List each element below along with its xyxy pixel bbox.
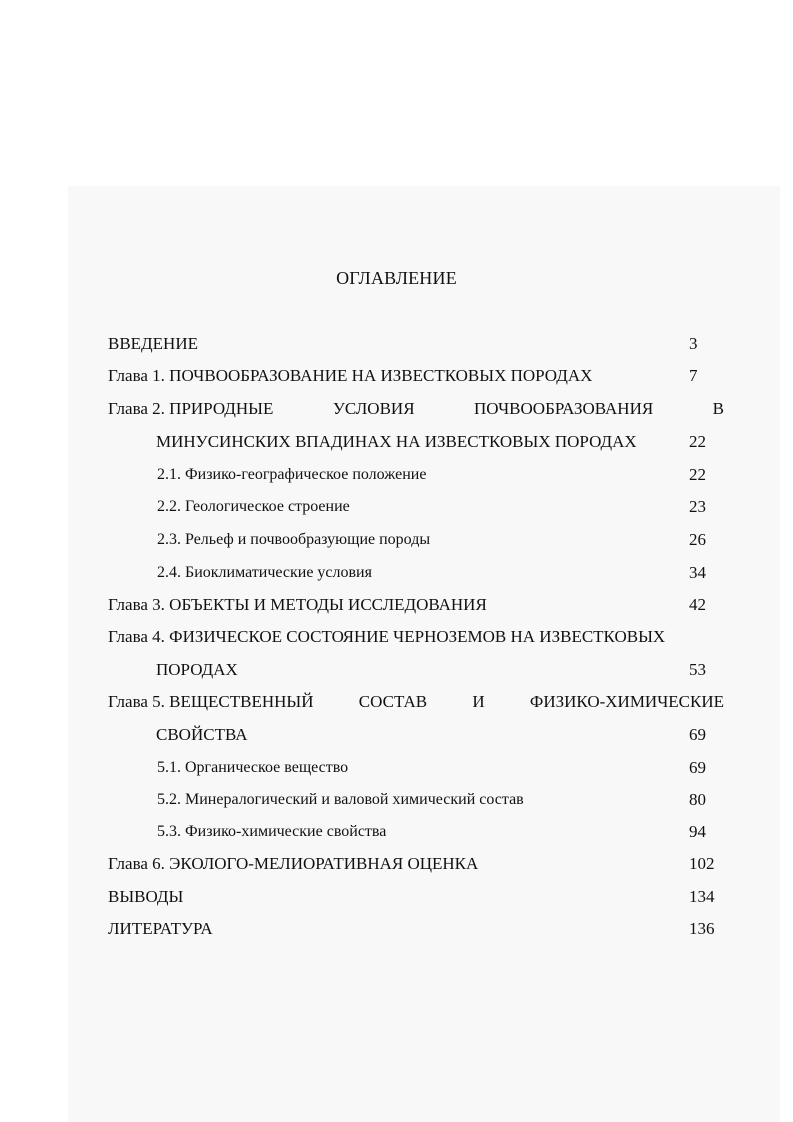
toc-page-number: 69 (689, 758, 706, 777)
toc-entry-conclusions: ВЫВОДЫ (108, 887, 184, 906)
toc-page-number: 3 (689, 334, 698, 353)
toc-entry-word: ПОЧВООБРАЗОВАНИЯ (474, 399, 654, 418)
toc-page-number: 134 (689, 887, 715, 906)
toc-entry-word: ФИЗИКО-ХИМИЧЕСКИЕ (529, 692, 724, 711)
toc-page-number: 22 (689, 432, 706, 451)
toc-entry-section-2-1: 2.1. Физико-географическое положение (157, 466, 427, 483)
toc-entry-section-5-1: 5.1. Органическое вещество (157, 759, 349, 776)
toc-entry-chapter-2 (108, 398, 724, 420)
toc-entry-chapter-5 (108, 691, 724, 713)
toc-page-number: 42 (689, 595, 706, 614)
toc-page-number: 23 (689, 497, 706, 516)
scanned-page-area (68, 186, 780, 1122)
toc-entry-word: УСЛОВИЯ (332, 399, 415, 418)
toc-entry-section-2-4: 2.4. Биоклиматические условия (157, 564, 372, 581)
toc-page-number: 80 (689, 790, 706, 809)
toc-page-number: 102 (689, 854, 715, 873)
toc-page-number: 136 (689, 919, 715, 938)
toc-entry-section-2-3: 2.3. Рельеф и почвообразующие породы (157, 531, 431, 548)
toc-page-number: 7 (689, 366, 698, 385)
toc-entry-word: И (472, 692, 485, 711)
toc-page-number: 34 (689, 563, 706, 582)
toc-page-number: 53 (689, 660, 706, 679)
toc-entry-chapter-4-continuation: ПОРОДАХ (156, 660, 238, 679)
toc-entry-word: СОСТАВ (358, 692, 428, 711)
toc-entry-chapter-2-continuation: МИНУСИНСКИХ ВПАДИНАХ НА ИЗВЕСТКОВЫХ ПОРОДАХ (156, 432, 637, 451)
toc-entry-word: Глава 5. ВЕЩЕСТВЕННЫЙ (108, 692, 314, 711)
toc-page-number: 22 (689, 465, 706, 484)
toc-entry-section-5-3: 5.3. Физико-химические свойства (157, 823, 387, 840)
toc-entry-chapter-1: Глава 1. ПОЧВООБРАЗОВАНИЕ НА ИЗВЕСТКОВЫХ ПОРОДАХ (108, 366, 593, 385)
toc-page-number: 94 (689, 822, 706, 841)
toc-entry-chapter-5-continuation: СВОЙСТВА (156, 725, 248, 744)
toc-page-number: 69 (689, 725, 706, 744)
toc-entry-chapter-3: Глава 3. ОБЪЕКТЫ И МЕТОДЫ ИССЛЕДОВАНИЯ (108, 595, 487, 614)
toc-entry-chapter-6: Глава 6. ЭКОЛОГО-МЕЛИОРАТИВНАЯ ОЦЕНКА (108, 854, 479, 873)
toc-page-number: 26 (689, 530, 706, 549)
toc-entry-chapter-4: Глава 4. ФИЗИЧЕСКОЕ СОСТОЯНИЕ ЧЕРНОЗЕМОВ НА ИЗВЕСТКОВЫХ (108, 627, 666, 646)
page-title: ОГЛАВЛЕНИЕ (336, 268, 457, 288)
toc-entry-literature: ЛИТЕРАТУРА (108, 919, 213, 938)
toc-entry-introduction: ВВЕДЕНИЕ (108, 334, 198, 353)
toc-entry-word: Глава 2. ПРИРОДНЫЕ (108, 399, 274, 418)
toc-entry-section-5-2: 5.2. Минералогический и валовой химический состав (157, 791, 524, 808)
toc-entry-section-2-2: 2.2. Геологическое строение (157, 498, 350, 515)
toc-entry-word: В (712, 399, 724, 418)
